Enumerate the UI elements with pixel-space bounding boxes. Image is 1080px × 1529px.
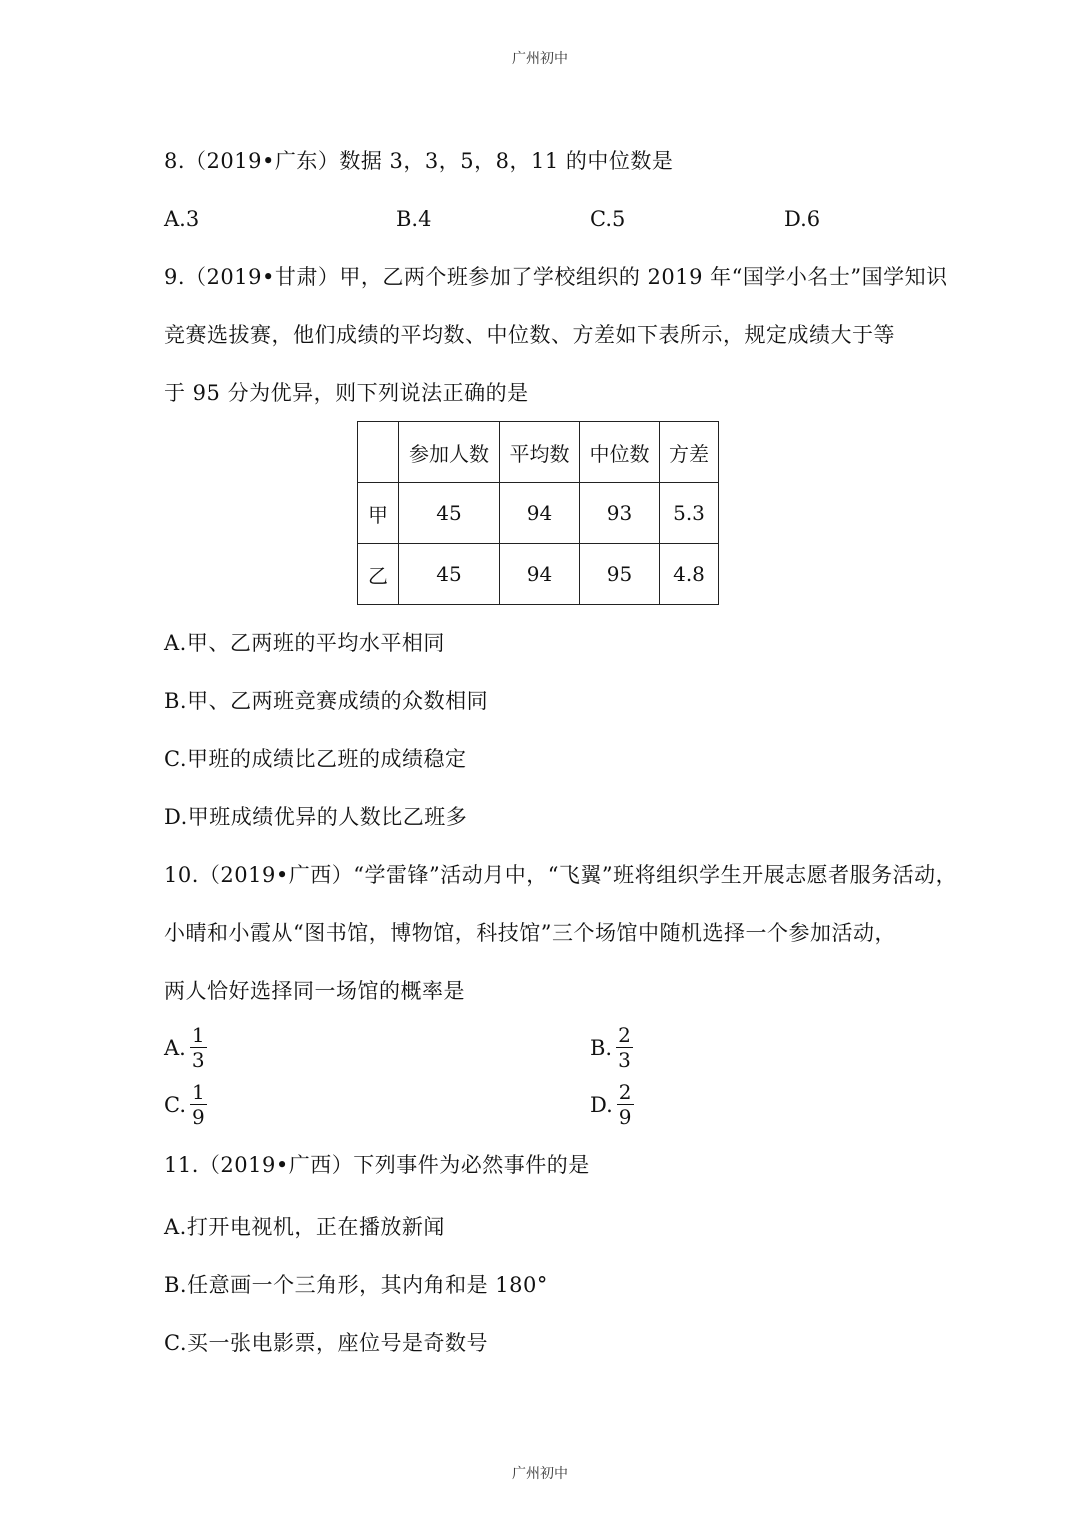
- table-cell: 94: [500, 483, 580, 544]
- q11-option-c: C.买一张电影票，座位号是奇数号: [164, 1331, 488, 1355]
- q11-option-a: A.打开电视机，正在播放新闻: [164, 1215, 445, 1239]
- q9-stem-line-1: 9.（2019•甘肃）甲，乙两个班参加了学校组织的 2019 年“国学小名士”国学知识: [164, 265, 948, 289]
- page-footer: 广州初中: [512, 1466, 568, 1482]
- q9-stem-line-3: 于 95 分为优异，则下列说法正确的是: [164, 381, 529, 405]
- option-label: D.: [590, 1092, 613, 1117]
- q10-option-a: [164, 1023, 207, 1072]
- fraction-denominator: 9: [618, 1105, 632, 1129]
- q10-option-b: [590, 1023, 633, 1072]
- table-header-cell: [358, 422, 399, 483]
- table-cell: 甲: [358, 483, 399, 544]
- page-header: 广州初中: [512, 51, 568, 67]
- table-cell: 93: [580, 483, 660, 544]
- fraction-numerator: 1: [192, 1080, 205, 1104]
- table-cell: 45: [399, 544, 500, 605]
- table-cell: 94: [500, 544, 580, 605]
- table-cell: 4.8: [660, 544, 719, 605]
- q10-option-c: [164, 1080, 207, 1129]
- table-cell: 5.3: [660, 483, 719, 544]
- fraction: [190, 1023, 207, 1072]
- table-header-cell: 平均数: [500, 422, 580, 483]
- table-header-row: [358, 422, 719, 483]
- fraction-numerator: 2: [618, 1023, 631, 1047]
- option-label: B.: [590, 1035, 613, 1060]
- fraction: [616, 1023, 633, 1072]
- q10-stem-line-2: 小晴和小霞从“图书馆，博物馆，科技馆”三个场馆中随机选择一个参加活动，: [164, 921, 896, 945]
- q9-stem-line-2: 竞赛选拔赛，他们成绩的平均数、中位数、方差如下表所示，规定成绩大于等: [164, 323, 895, 347]
- q10-option-d: [590, 1080, 634, 1129]
- fraction-denominator: 3: [191, 1048, 205, 1072]
- q8-option-c: C.5: [590, 207, 626, 231]
- q8-option-b: B.4: [396, 207, 432, 231]
- q9-option-c: C.甲班的成绩比乙班的成绩稳定: [164, 747, 467, 771]
- q8-option-a: A.3: [164, 207, 200, 231]
- fraction-denominator: 3: [618, 1048, 631, 1072]
- q9-stats-table: [357, 421, 719, 605]
- fraction-denominator: 9: [192, 1105, 205, 1129]
- q8-stem: 8.（2019•广东）数据 3，3，5，8，11 的中位数是: [164, 149, 674, 173]
- q10-stem-line-1: 10.（2019•广西）“学雷锋”活动月中，“飞翼”班将组织学生开展志愿者服务活动，: [164, 863, 958, 887]
- q11-option-b: B.任意画一个三角形，其内角和是 180°: [164, 1273, 548, 1297]
- table-header-cell: 参加人数: [399, 422, 500, 483]
- table-row: [358, 544, 719, 605]
- table-row: [358, 483, 719, 544]
- fraction: [190, 1080, 207, 1129]
- q10-stem-line-3: 两人恰好选择同一场馆的概率是: [164, 979, 465, 1003]
- option-label: A.: [164, 1035, 186, 1060]
- option-label: C.: [164, 1092, 186, 1117]
- q9-option-b: B.甲、乙两班竞赛成绩的众数相同: [164, 689, 489, 713]
- q9-option-a: A.甲、乙两班的平均水平相同: [164, 631, 445, 655]
- q9-option-d: D.甲班成绩优异的人数比乙班多: [164, 805, 468, 829]
- table-header-cell: 中位数: [580, 422, 660, 483]
- table-header-cell: 方差: [660, 422, 719, 483]
- table-cell: 45: [399, 483, 500, 544]
- fraction-numerator: 1: [191, 1023, 205, 1047]
- table-cell: 乙: [358, 544, 399, 605]
- table-cell: 95: [580, 544, 660, 605]
- q11-stem: 11.（2019•广西）下列事件为必然事件的是: [164, 1153, 590, 1177]
- fraction-numerator: 2: [618, 1080, 632, 1104]
- q8-option-d: D.6: [784, 207, 821, 231]
- fraction: [617, 1080, 634, 1129]
